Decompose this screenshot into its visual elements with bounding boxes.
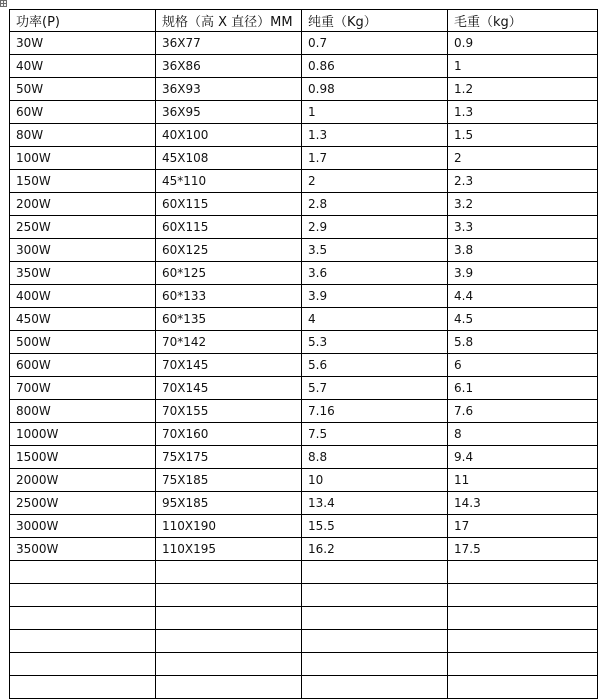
table-row bbox=[10, 515, 598, 538]
cell-gross-weight[interactable]: 6.1 bbox=[448, 377, 598, 400]
cell-size[interactable]: 60X125 bbox=[156, 239, 302, 262]
cell-net-weight[interactable] bbox=[302, 653, 448, 676]
table-row bbox=[10, 492, 598, 515]
cell-power[interactable]: 40W bbox=[10, 55, 156, 78]
cell-net-weight[interactable]: 3.6 bbox=[302, 262, 448, 285]
cell-net-weight[interactable]: 3.9 bbox=[302, 285, 448, 308]
cell-size[interactable] bbox=[156, 561, 302, 584]
cell-gross-weight[interactable]: 0.9 bbox=[448, 32, 598, 55]
cell-size[interactable] bbox=[156, 653, 302, 676]
table-move-handle-icon[interactable] bbox=[0, 0, 7, 7]
cell-size[interactable]: 45*110 bbox=[156, 170, 302, 193]
cell-size[interactable] bbox=[156, 676, 302, 699]
cell-size[interactable]: 110X195 bbox=[156, 538, 302, 561]
cell-power[interactable]: 200W bbox=[10, 193, 156, 216]
header-row bbox=[10, 10, 598, 32]
cell-net-weight[interactable]: 10 bbox=[302, 469, 448, 492]
cell-power[interactable] bbox=[10, 653, 156, 676]
cell-size[interactable]: 75X185 bbox=[156, 469, 302, 492]
cell-gross-weight[interactable] bbox=[448, 584, 598, 607]
cell-net-weight[interactable]: 4 bbox=[302, 308, 448, 331]
table-row bbox=[10, 653, 598, 676]
cell-gross-weight[interactable]: 1 bbox=[448, 55, 598, 78]
cell-net-weight[interactable]: 7.5 bbox=[302, 423, 448, 446]
table-row bbox=[10, 239, 598, 262]
table-row bbox=[10, 469, 598, 492]
cell-net-weight[interactable]: 2.8 bbox=[302, 193, 448, 216]
cell-size[interactable]: 60X115 bbox=[156, 193, 302, 216]
cell-size[interactable]: 95X185 bbox=[156, 492, 302, 515]
table-row bbox=[10, 331, 598, 354]
cell-net-weight[interactable]: 1.3 bbox=[302, 124, 448, 147]
cell-power[interactable]: 80W bbox=[10, 124, 156, 147]
cell-size[interactable]: 75X175 bbox=[156, 446, 302, 469]
cell-size[interactable]: 36X86 bbox=[156, 55, 302, 78]
cell-size[interactable]: 60*133 bbox=[156, 285, 302, 308]
cell-size[interactable] bbox=[156, 584, 302, 607]
cell-gross-weight[interactable]: 11 bbox=[448, 469, 598, 492]
cell-gross-weight[interactable]: 4.4 bbox=[448, 285, 598, 308]
cell-gross-weight[interactable]: 5.8 bbox=[448, 331, 598, 354]
cell-size[interactable]: 40X100 bbox=[156, 124, 302, 147]
table-row bbox=[10, 676, 598, 699]
cell-net-weight[interactable]: 3.5 bbox=[302, 239, 448, 262]
cell-net-weight[interactable] bbox=[302, 630, 448, 653]
cell-net-weight[interactable]: 5.6 bbox=[302, 354, 448, 377]
cell-power[interactable]: 100W bbox=[10, 147, 156, 170]
cell-gross-weight[interactable]: 3.8 bbox=[448, 239, 598, 262]
table-row bbox=[10, 147, 598, 170]
cell-power[interactable]: 500W bbox=[10, 331, 156, 354]
table-row bbox=[10, 354, 598, 377]
cell-net-weight[interactable] bbox=[302, 584, 448, 607]
cell-power[interactable]: 3000W bbox=[10, 515, 156, 538]
cell-gross-weight[interactable]: 17.5 bbox=[448, 538, 598, 561]
cell-net-weight[interactable]: 5.3 bbox=[302, 331, 448, 354]
cell-power[interactable]: 2000W bbox=[10, 469, 156, 492]
cell-power[interactable]: 350W bbox=[10, 262, 156, 285]
cell-net-weight[interactable]: 0.7 bbox=[302, 32, 448, 55]
table-row bbox=[10, 308, 598, 331]
table-row bbox=[10, 101, 598, 124]
table-row bbox=[10, 124, 598, 147]
cell-power[interactable] bbox=[10, 676, 156, 699]
cell-net-weight[interactable]: 2 bbox=[302, 170, 448, 193]
table-row bbox=[10, 78, 598, 101]
cell-size[interactable]: 60*135 bbox=[156, 308, 302, 331]
cell-gross-weight[interactable]: 2 bbox=[448, 147, 598, 170]
cell-power[interactable]: 800W bbox=[10, 400, 156, 423]
cell-net-weight[interactable]: 7.16 bbox=[302, 400, 448, 423]
cell-power[interactable]: 150W bbox=[10, 170, 156, 193]
cell-net-weight[interactable]: 13.4 bbox=[302, 492, 448, 515]
cell-power[interactable]: 2500W bbox=[10, 492, 156, 515]
table-row bbox=[10, 630, 598, 653]
cell-size[interactable]: 110X190 bbox=[156, 515, 302, 538]
table-row bbox=[10, 55, 598, 78]
table-row bbox=[10, 400, 598, 423]
cell-power[interactable] bbox=[10, 630, 156, 653]
cell-net-weight[interactable]: 0.98 bbox=[302, 78, 448, 101]
cell-size[interactable]: 70X155 bbox=[156, 400, 302, 423]
cell-size[interactable]: 70X160 bbox=[156, 423, 302, 446]
table-row bbox=[10, 446, 598, 469]
cell-gross-weight[interactable]: 4.5 bbox=[448, 308, 598, 331]
cell-power[interactable]: 450W bbox=[10, 308, 156, 331]
cell-gross-weight[interactable]: 7.6 bbox=[448, 400, 598, 423]
cell-power[interactable] bbox=[10, 584, 156, 607]
cell-gross-weight[interactable]: 3.2 bbox=[448, 193, 598, 216]
header-gross-weight: 毛重（kg） bbox=[448, 10, 598, 32]
cell-gross-weight[interactable]: 1.3 bbox=[448, 101, 598, 124]
cell-net-weight[interactable] bbox=[302, 676, 448, 699]
table-row bbox=[10, 216, 598, 239]
table-row bbox=[10, 32, 598, 55]
table-row bbox=[10, 538, 598, 561]
cell-size[interactable] bbox=[156, 630, 302, 653]
header-power: 功率(P) bbox=[10, 10, 156, 32]
table-row bbox=[10, 584, 598, 607]
cell-size[interactable]: 70X145 bbox=[156, 377, 302, 400]
cell-power[interactable] bbox=[10, 561, 156, 584]
cell-size[interactable]: 45X108 bbox=[156, 147, 302, 170]
table-row bbox=[10, 423, 598, 446]
cell-power[interactable] bbox=[10, 607, 156, 630]
table-row bbox=[10, 170, 598, 193]
cell-net-weight[interactable]: 2.9 bbox=[302, 216, 448, 239]
cell-net-weight[interactable]: 1 bbox=[302, 101, 448, 124]
cell-gross-weight[interactable] bbox=[448, 561, 598, 584]
cell-gross-weight[interactable]: 3.9 bbox=[448, 262, 598, 285]
cell-power[interactable]: 60W bbox=[10, 101, 156, 124]
cell-gross-weight[interactable]: 17 bbox=[448, 515, 598, 538]
cell-power[interactable]: 300W bbox=[10, 239, 156, 262]
header-size: 规格（高 X 直径）MM bbox=[156, 10, 302, 32]
cell-size[interactable]: 36X95 bbox=[156, 101, 302, 124]
table-row bbox=[10, 561, 598, 584]
cell-gross-weight[interactable] bbox=[448, 630, 598, 653]
table-row bbox=[10, 193, 598, 216]
cell-power[interactable]: 3500W bbox=[10, 538, 156, 561]
cell-net-weight[interactable]: 0.86 bbox=[302, 55, 448, 78]
cell-gross-weight[interactable]: 1.5 bbox=[448, 124, 598, 147]
table-row bbox=[10, 285, 598, 308]
cell-size[interactable]: 70*142 bbox=[156, 331, 302, 354]
cell-net-weight[interactable]: 1.7 bbox=[302, 147, 448, 170]
cell-size[interactable] bbox=[156, 607, 302, 630]
cell-power[interactable]: 700W bbox=[10, 377, 156, 400]
cell-size[interactable]: 60*125 bbox=[156, 262, 302, 285]
cell-gross-weight[interactable]: 14.3 bbox=[448, 492, 598, 515]
cell-net-weight[interactable]: 15.5 bbox=[302, 515, 448, 538]
cell-net-weight[interactable] bbox=[302, 607, 448, 630]
header-net-weight: 纯重（Kg） bbox=[302, 10, 448, 32]
cell-net-weight[interactable]: 8.8 bbox=[302, 446, 448, 469]
cell-size[interactable]: 36X77 bbox=[156, 32, 302, 55]
table-row bbox=[10, 377, 598, 400]
table-row bbox=[10, 262, 598, 285]
cell-gross-weight[interactable] bbox=[448, 653, 598, 676]
cell-power[interactable]: 50W bbox=[10, 78, 156, 101]
table-body bbox=[10, 32, 598, 699]
cell-power[interactable]: 1500W bbox=[10, 446, 156, 469]
cell-gross-weight[interactable] bbox=[448, 676, 598, 699]
cell-power[interactable]: 250W bbox=[10, 216, 156, 239]
cell-size[interactable]: 70X145 bbox=[156, 354, 302, 377]
cell-gross-weight[interactable]: 8 bbox=[448, 423, 598, 446]
cell-size[interactable]: 60X115 bbox=[156, 216, 302, 239]
cell-gross-weight[interactable]: 6 bbox=[448, 354, 598, 377]
cell-net-weight[interactable] bbox=[302, 561, 448, 584]
cell-net-weight[interactable]: 5.7 bbox=[302, 377, 448, 400]
cell-gross-weight[interactable]: 1.2 bbox=[448, 78, 598, 101]
cell-gross-weight[interactable]: 3.3 bbox=[448, 216, 598, 239]
cell-size[interactable]: 36X93 bbox=[156, 78, 302, 101]
cell-power[interactable]: 400W bbox=[10, 285, 156, 308]
cell-power[interactable]: 1000W bbox=[10, 423, 156, 446]
cell-power[interactable]: 600W bbox=[10, 354, 156, 377]
cell-power[interactable]: 30W bbox=[10, 32, 156, 55]
cell-net-weight[interactable]: 16.2 bbox=[302, 538, 448, 561]
cell-gross-weight[interactable]: 9.4 bbox=[448, 446, 598, 469]
cell-gross-weight[interactable]: 2.3 bbox=[448, 170, 598, 193]
table-row bbox=[10, 607, 598, 630]
spec-table bbox=[9, 9, 598, 699]
cell-gross-weight[interactable] bbox=[448, 607, 598, 630]
